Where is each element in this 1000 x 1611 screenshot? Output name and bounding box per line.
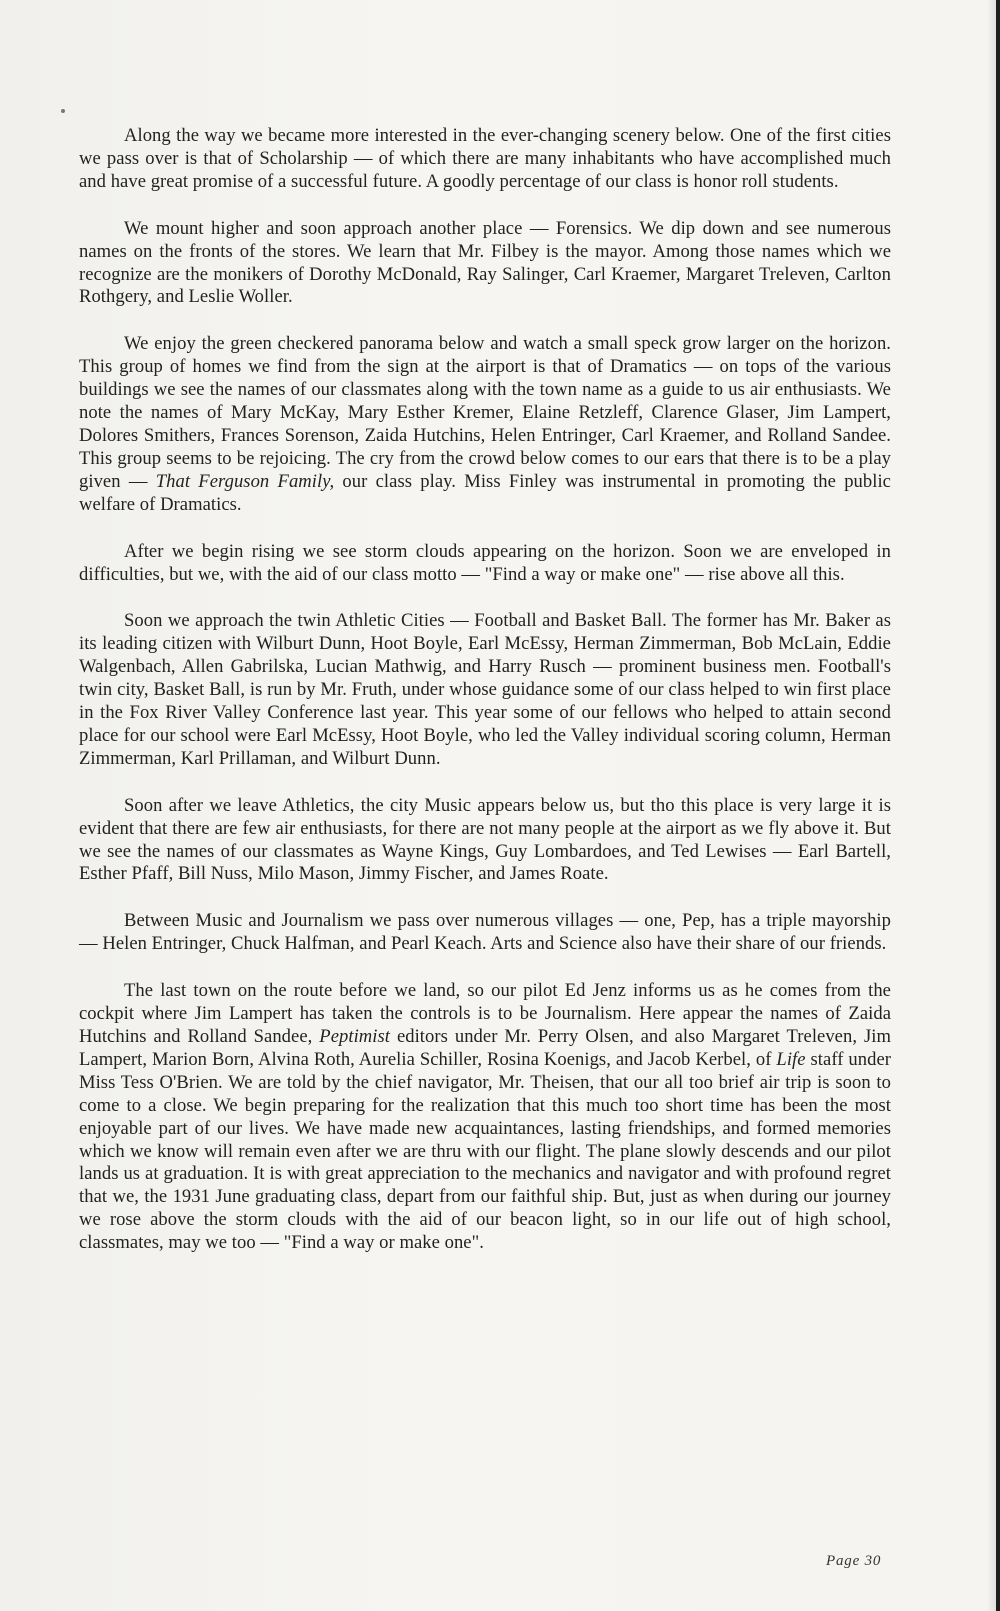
paragraph-dramatics <box>79 333 891 516</box>
article-body <box>79 125 891 1279</box>
paragraph-villages <box>79 910 891 956</box>
paragraph-text: After we begin rising we see storm clouds appearing on the horizon. Soon we are enveloped in difficulties, but we, with the aid of our class motto — "Find a way or make one" — rise above all this. <box>79 540 891 585</box>
paragraph-music <box>79 795 891 887</box>
paragraph-forensics <box>79 218 891 310</box>
paragraph-text: our class play. Miss Finley was instrumental in promoting the public welfare of Dramatics. <box>79 470 891 515</box>
publication-title-life: Life <box>776 1048 806 1070</box>
binding-shadow <box>986 0 996 1611</box>
paragraph-journalism <box>79 980 891 1255</box>
paragraph-text: Along the way we became more interested in the ever-changing scenery below. One of the first cities we pass over is that of Scholarship — of which there are many inhabitants who have accomplished much and have great promise of a successful future. A goodly percentage of our class is honor roll students. <box>79 125 891 192</box>
paragraph-storm-clouds <box>79 541 891 587</box>
paragraph-text: Between Music and Journalism we pass over numerous villages — one, Pep, has a triple mayorship — Helen Entringer, Chuck Halfman, and Pearl Keach. Arts and Science also have their share of our friends. <box>79 910 891 955</box>
paragraph-text: editors under Mr. Perry Olsen, and also Margaret Treleven, Jim Lampert, Marion Born, Alvina Roth, Aurelia Schiller, Rosina Koenigs, and Jacob Kerbel, of <box>79 1026 891 1070</box>
paragraph-text: staff under Miss Tess O'Brien. We are told by the chief navigator, Mr. Theisen, that our all too brief air trip is soon to come to a close. We begin preparing for the realization that this much too short time has been the most enjoyable part of our lives. We have made new acquaintances, lasting friendships, and formed memories which we know will remain even after we are thru with our flight. The plane slowly descends and our pilot lands us at graduation. It is with great appreciation to the mechanics and navigator and with profound regret that we, the 1931 June graduating class, depart from our faithful ship. But, just as when during our journey we rose above the storm clouds with the aid of our beacon light, so in our life out of high school, classmates, may we too — "Find a way or make one". <box>79 1048 891 1254</box>
paragraph-scholarship <box>79 125 891 194</box>
page-number: Page 30 <box>826 1553 882 1569</box>
paragraph-athletics <box>79 610 891 770</box>
play-title: That Ferguson Family, <box>155 470 335 492</box>
paper-speck <box>61 109 65 113</box>
paragraph-text: We mount higher and soon approach another place — Forensics. We dip down and see numerous names on the fronts of the stores. We learn that Mr. Filbey is the mayor. Among those names which we recognize are the monikers of Dorothy McDonald, Ray Salinger, Carl Kraemer, Margaret Treleven, Carlton Rothgery, and Leslie Woller. <box>79 217 891 308</box>
publication-title-peptimist: Peptimist <box>319 1026 390 1047</box>
paragraph-text: We enjoy the green checkered panorama below and watch a small speck grow larger on the horizon. This group of homes we find from the sign at the airport is that of Dramatics — on tops of the various buildings we see the names of our classmates along with the town name as a guide to us air enthusiasts. We note the names of Mary McKay, Mary Esther Kremer, Elaine Retzleff, Clarence Glaser, Jim Lampert, Dolores Smithers, Frances Sorenson, Zaida Hutchins, Helen Entringer, Carl Kraemer, and Rolland Sandee. This group seems to be rejoicing. The cry from the crowd below comes to our ears that there is to be a play given — <box>79 333 891 492</box>
paragraph-text: The last town on the route before we land, so our pilot Ed Jenz informs us as he comes from the cockpit where Jim Lampert has taken the controls is to be Journalism. Here appear the names of Zaida Hutchins and Rolland Sandee, <box>79 980 891 1047</box>
paragraph-text: Soon after we leave Athletics, the city Music appears below us, but tho this place is very large it is evident that there are few air enthusiasts, for there are not many people at the airport as we fly above it. But we see the names of our classmates as Wayne Kings, Guy Lombardoes, and Ted Lewises — Earl Bartell, Esther Pfaff, Bill Nuss, Milo Mason, Jimmy Fischer, and James Roate. <box>79 794 891 885</box>
binding-edge <box>996 0 1000 1611</box>
paragraph-text: Soon we approach the twin Athletic Cities — Football and Basket Ball. The former has Mr. Baker as its leading citizen with Wilburt Dunn, Hoot Boyle, Earl McEssy, Herman Zimmerman, Bob McLain, Eddie Walgenbach, Allen Gabrilska, Lucian Mathwig, and Harry Rusch — prominent business men. Football's twin city, Basket Ball, is run by Mr. Fruth, under whose guidance some of our class helped to win first place in the Fox River Valley Conference last year. This year some of our fellows who helped to attain second place for our school were Earl McEssy, Hoot Boyle, who led the Valley individual scoring column, Herman Zimmerman, Karl Prillaman, and Wilburt Dunn. <box>79 610 891 769</box>
